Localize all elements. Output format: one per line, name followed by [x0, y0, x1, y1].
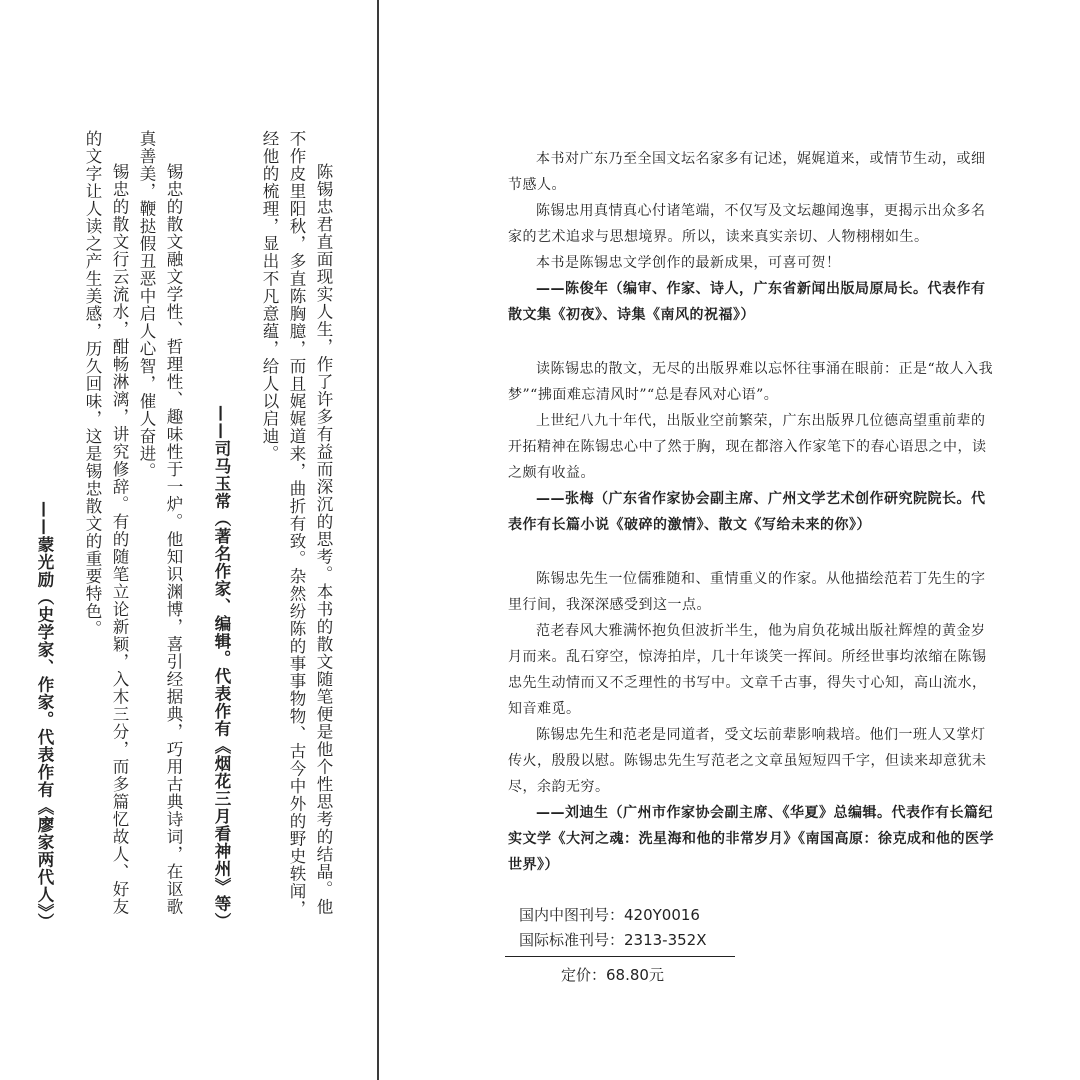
left-vertical-text-panel — [35, 130, 337, 930]
review-paragraph: 上世纪八九十年代，出版业空前繁荣，广东出版界几位德高望重前辈的开拓精神在陈锡忠心中了然于胸，现在都溶入作家笔下的春心语思之中，读之颇有收益。 — [508, 413, 987, 481]
review-paragraph: 本书是陈锡忠文学创作的最新成果，可喜可贺！ — [536, 255, 841, 271]
issn: 国际标准刊号：2313-352X — [519, 931, 707, 949]
left-review-attribution-1-wrap — [208, 130, 235, 930]
right-review-block-2 — [508, 356, 998, 538]
review-paragraph: 本书对广东乃至全国文坛名家多有记述，娓娓道来，或情节生动，或细节感人。 — [508, 151, 986, 193]
review-attribution: ——司马玉常（著名作家、编辑。代表作有《烟花三月看神州》等） — [212, 405, 231, 930]
price: 定价：68.80元 — [561, 966, 664, 984]
review-paragraph: 读陈锡忠的散文，无尽的出版界难以忘怀往事涌在眼前：正是“故人入我梦”“拂面难忘清风时”“总是春风对心语”。 — [508, 361, 994, 403]
left-review-block-1 — [256, 130, 337, 930]
price-divider — [505, 956, 735, 957]
review-paragraph: 陈锡忠君直面现实人生，作了许多有益而深沉的思考。本书的散文随笔便是他个性思考的结晶。他不作皮里阳秋，多直陈胸臆，而且娓娓道来，曲折有致。杂然纷陈的事事物物、古今中外的野史轶闻，经他的梳理，显出不凡意蕴，给人以启迪。 — [260, 130, 333, 918]
left-review-block-2 — [79, 130, 187, 930]
review-paragraph: 锡忠的散文行云流水，酣畅淋漓，讲究修辞。有的随笔立论新颖，入木三分，而多篇忆故人、好友的文字让人读之产生美感，历久回味，这是锡忠散文的重要特色。 — [83, 130, 129, 916]
right-review-block-3 — [508, 566, 998, 878]
review-paragraph: 锡忠的散文融文学性、哲理性、趣味性于一炉。他知识渊博，喜引经据典，巧用古典诗词，在讴歌真善美，鞭挞假丑恶中启人心智，催人奋进。 — [137, 130, 183, 916]
review-paragraph: 陈锡忠先生和范老是同道者，受文坛前辈影响栽培。他们一班人又掌灯传火，殷殷以慰。陈锡忠先生写范老之文章虽短短四千字，但读来却意犹未尽，余韵无穷。 — [508, 727, 987, 795]
review-paragraph: 陈锡忠先生一位儒雅随和、重情重义的作家。从他描绘范若丁先生的字里行间，我深深感受到这一点。 — [508, 571, 986, 613]
review-paragraph: 陈锡忠用真情真心付诸笔端，不仅写及文坛趣闻逸事，更揭示出众多名家的艺术追求与思想境界。所以，读来真实亲切、人物栩栩如生。 — [508, 203, 986, 245]
review-attribution: ——蒙光励（史学家、作家。代表作有《廖家两代人》） — [35, 500, 54, 930]
review-paragraph: 范老春风大雅满怀抱负但波折半生，他为肩负花城出版社辉煌的黄金岁月而来。乱石穿空，惊涛拍岸，几十年谈笑一挥间。所经世事均浓缩在陈锡忠先生动情而又不乏理性的书写中。文章千古事，得失寸心知，高山流水，知音难觅。 — [508, 623, 987, 717]
right-review-block-1 — [508, 146, 998, 328]
right-text-panel — [508, 146, 998, 906]
review-attribution: ——陈俊年（编审、作家、诗人，广东省新闻出版局原局长。代表作有散文集《初夜》、诗集《南风的祝福》） — [508, 281, 986, 323]
book-spine-divider — [377, 0, 379, 1080]
cataloging-info — [505, 903, 735, 987]
review-attribution: ——张梅（广东省作家协会副主席、广州文学艺术创作研究院院长。代表作有长篇小说《破碎的激情》、散文《写给未来的你》） — [508, 491, 986, 533]
domestic-code: 国内中图刊号：420Y0016 — [519, 906, 700, 924]
review-attribution: ——刘迪生（广州市作家协会副主席、《华夏》总编辑。代表作有长篇纪实文学《大河之魂：洗星海和他的非常岁月》《南国高原：徐克成和他的医学世界》） — [508, 805, 994, 873]
left-review-attribution-2-wrap — [31, 130, 58, 930]
